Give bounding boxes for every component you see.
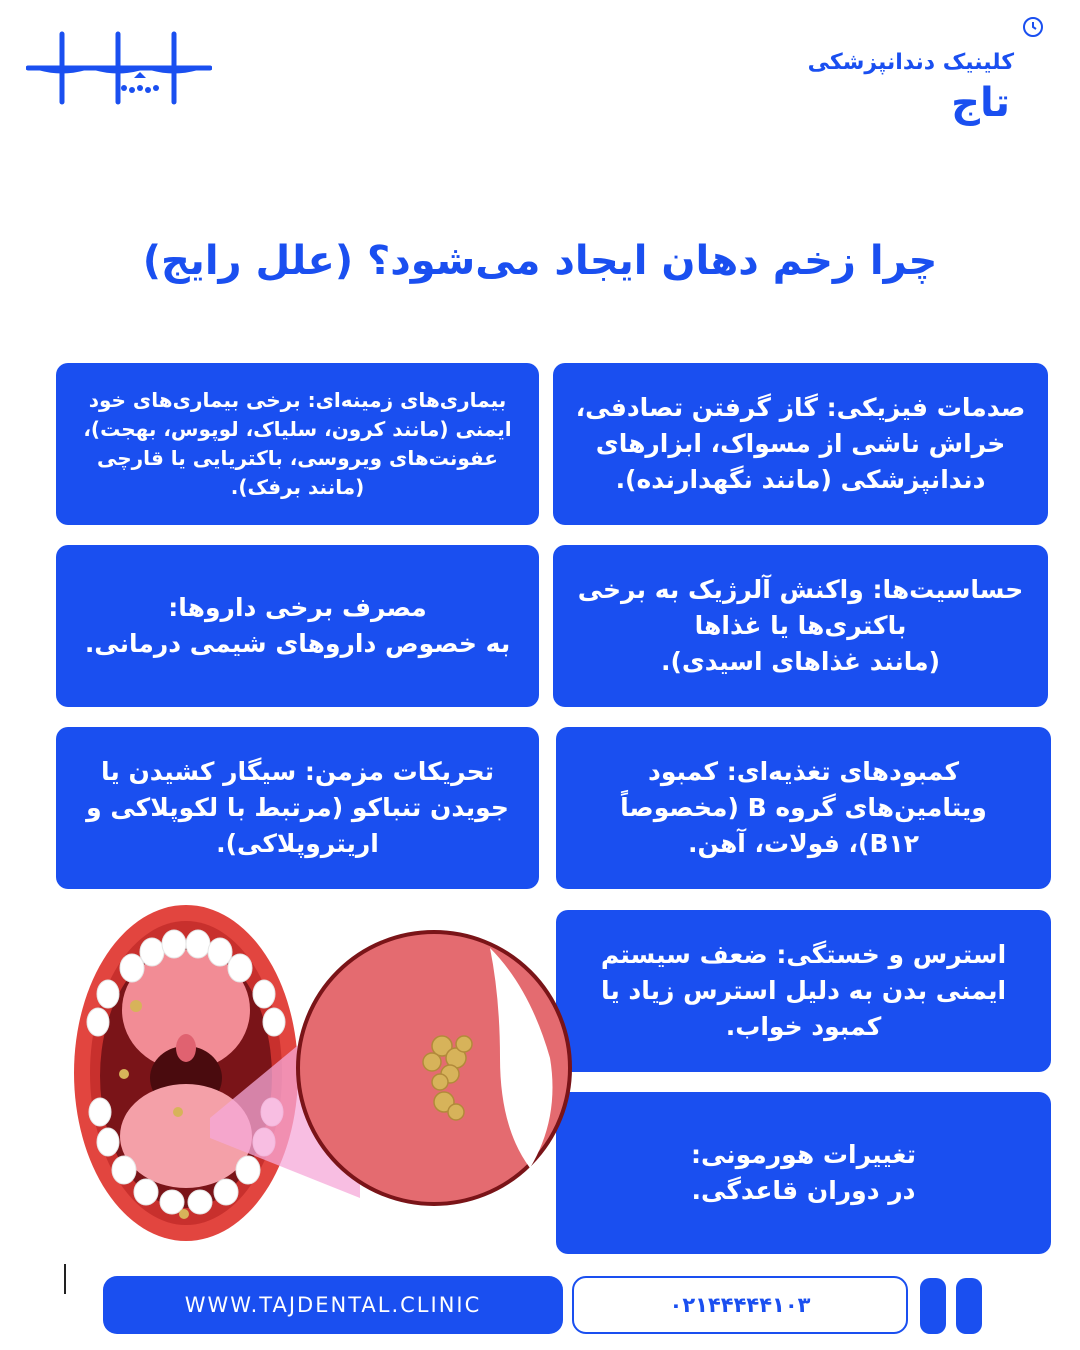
footer-bar-decoration <box>920 1278 946 1334</box>
card-text: تغییرات هورمونی: در دوران قاعدگی. <box>690 1139 917 1205</box>
clock-24-icon <box>1022 16 1044 38</box>
card-allergies <box>553 545 1048 707</box>
page-title: چرا زخم دهان ایجاد می‌شود؟ (علل رایج) <box>142 238 938 284</box>
card-drugs <box>56 545 539 707</box>
website-link[interactable]: WWW.TAJDENTAL.CLINIC <box>103 1276 563 1334</box>
brand-name-small: کلینیک دندانپزشکی <box>807 50 1014 75</box>
dental-logo-icon <box>26 30 212 106</box>
footer-bar-decoration <box>956 1278 982 1334</box>
card-text: کمبودهای تغذیه‌ای: کمبود ویتامین‌های گروه B (مخصوصاً B۱۲)، فولات، آهن. <box>620 756 987 859</box>
card-text: استرس و خستگی: ضعف سیستم ایمنی بدن به دلیل استرس زیاد یا کمبود خواب. <box>600 939 1007 1042</box>
card-text: بیماری‌های زمینه‌ای: برخی بیماری‌های خود ایمنی (مانند کرون، سلیاک، لوپوس، بهجت)، عفونت‌های ویروسی، باکتریایی یا قارچی (مانند برفک). <box>83 388 512 499</box>
card-text: صدمات فیزیکی: گاز گرفتن تصادفی، خراش ناشی از مسواک، ابزارهای دندانپزشکی (مانند نگهدارنده). <box>575 392 1026 495</box>
text-cursor <box>64 1264 66 1294</box>
card-irritants <box>56 727 539 889</box>
card-text: حساسیت‌ها: واکنش آلرژیک به برخی باکتری‌ها یا غذاها (مانند غذاهای اسیدی). <box>577 574 1024 677</box>
card-text: تحریکات مزمن: سیگار کشیدن یا جویدن تنباکو (مرتبط با لکوپلاکی و اریتروپلاکی). <box>86 756 509 859</box>
card-stress <box>556 910 1051 1072</box>
card-nutrition <box>556 727 1051 889</box>
phone-number[interactable]: ۰۲۱۴۴۴۴۴۱۰۳ <box>572 1276 908 1334</box>
card-underlying-diseases <box>56 363 539 525</box>
card-hormonal <box>556 1092 1051 1254</box>
card-physical-injuries <box>553 363 1048 525</box>
brand-block <box>807 16 1044 126</box>
brand-name-big: تاج <box>951 80 1010 126</box>
open-mouth-ulcer-illustration <box>60 898 580 1258</box>
card-text: مصرف برخی داروها: به خصوص داروهای شیمی درمانی. <box>84 592 511 658</box>
